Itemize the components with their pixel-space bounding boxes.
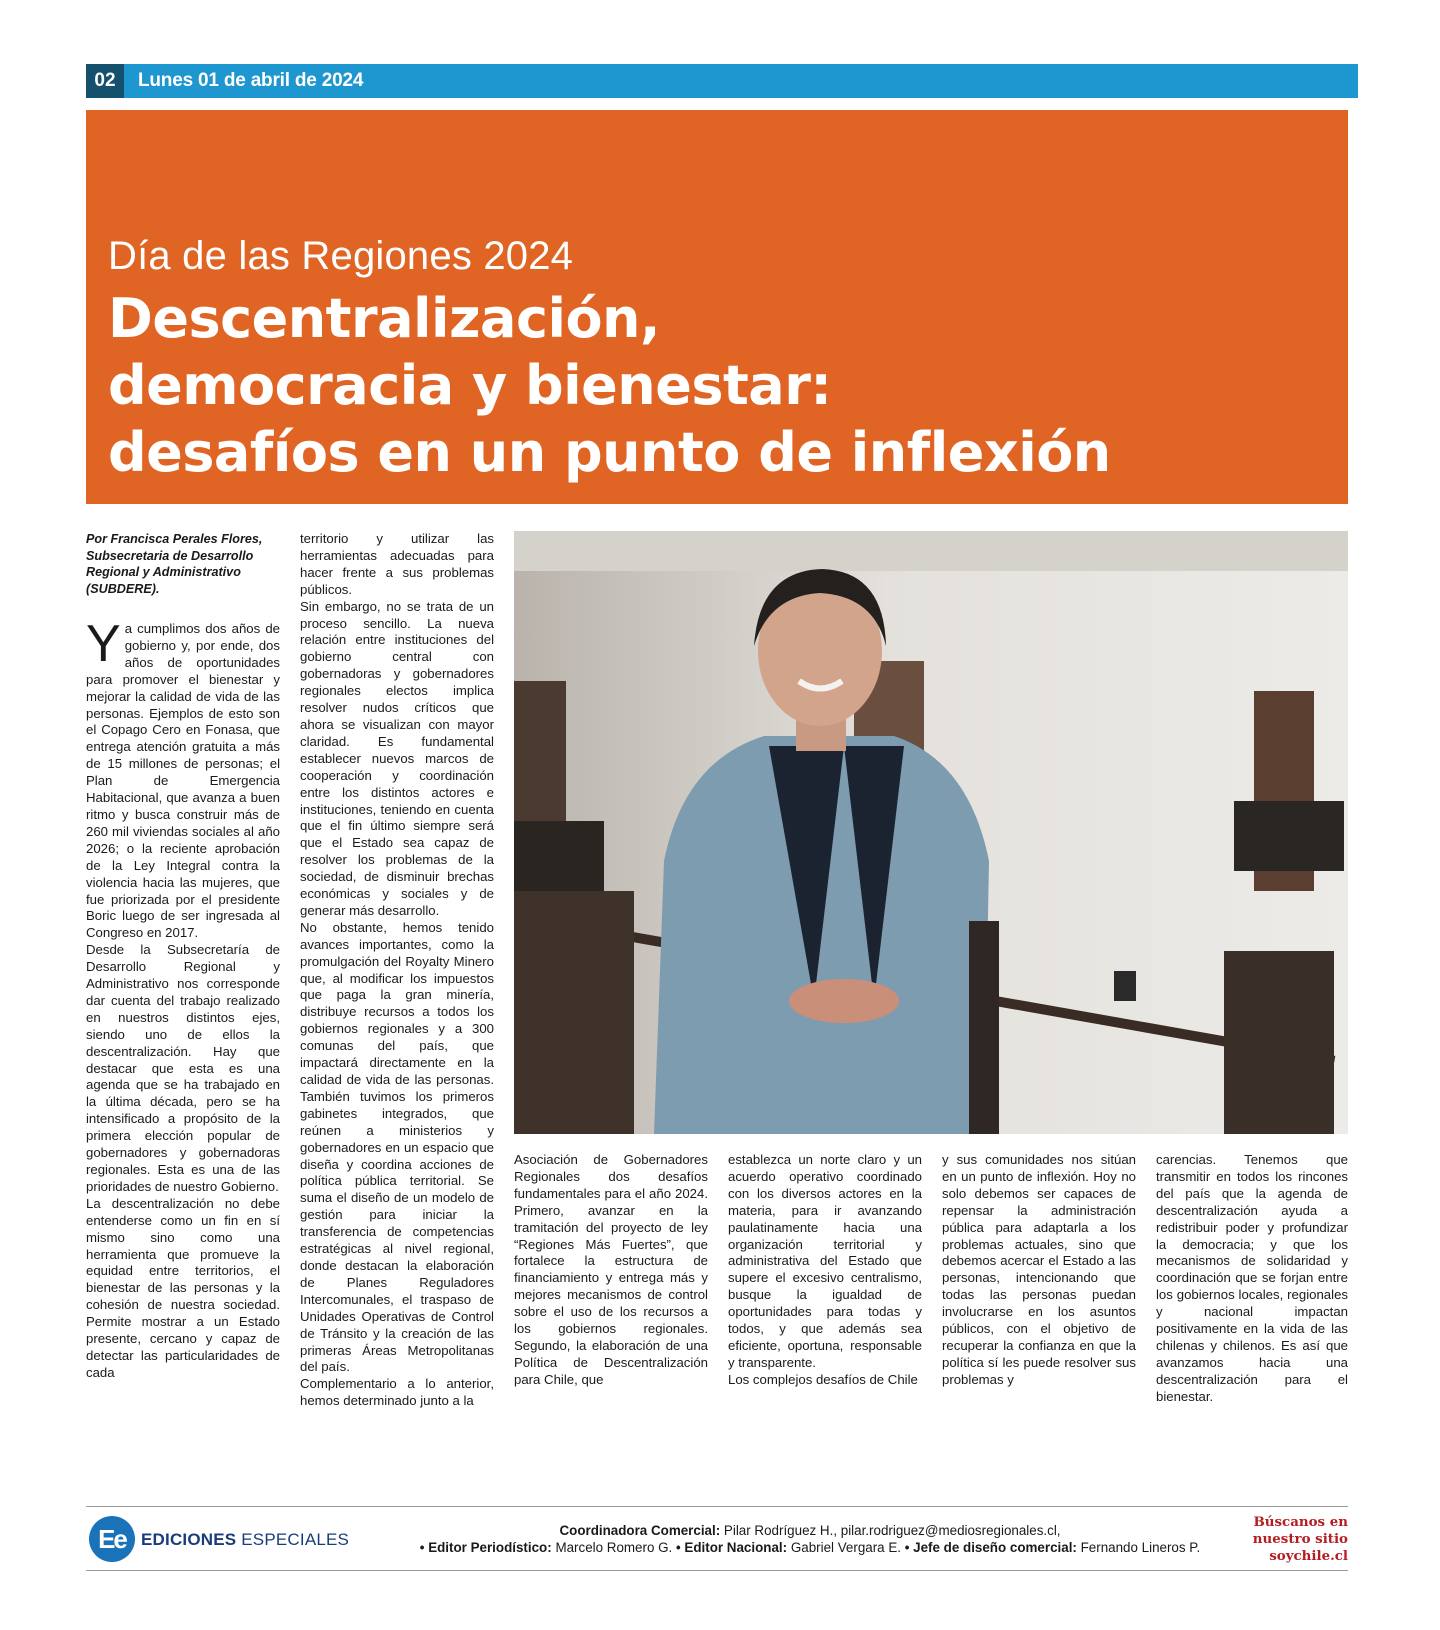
issue-date: Lunes 01 de abril de 2024: [138, 70, 364, 91]
paragraph-text: a cumplimos dos años de gobierno y, por ende, dos años de oportunidades para promover el bienestar y mejorar la calidad de vida de las personas. Ejemplos de esto son el Copago Cero en Fonasa, que entrega atención gratuita a más de 15 millones de personas; el Plan de Emergencia Habitacional, que avanza a buen ritmo y busca construir más de 260 mil viviendas sociales al año 2026; o la reciente aprobación de la Ley Integral contra la violencia hacia las mujeres, que fue priorizada por el presidente Boric luego de ser ingresada al Congreso en 2017.: [86, 621, 280, 941]
credit-label: Coordinadora Comercial:: [559, 1523, 721, 1538]
article-column-5: [942, 1152, 1136, 1389]
headline-line: democracia y bienestar:: [108, 354, 832, 417]
paragraph: [86, 615, 280, 942]
logo-light-text: ESPECIALES: [241, 1530, 350, 1549]
headline-block: [86, 110, 1348, 504]
site-line: nuestro sitio: [1252, 1531, 1348, 1547]
article-kicker: Día de las Regiones 2024: [108, 234, 574, 278]
paragraph: No obstante, hemos tenido avances importantes, como la promulgación del Royalty Minero que, al modificar los impuestos que paga la gran minería, distribuye recursos a todos los gobiernos regionales y a 300 comunas del país, que impactará directamente en la calidad de vida de las personas. También tuvimos los primeros gabinetes integrados, que reúnen a ministerios y gobernadores en un espacio que diseña y coordina acciones de política pública territorial. Se suma el diseño de un modelo de gestión para iniciar la transferencia de competencias estratégicas al nivel regional, donde destacan la elaboración de Planes Reguladores Intercomunales, el traspaso de Unidades Operativas de Control de Tránsito y la creación de las primeras Áreas Metropolitanas del país.: [300, 919, 494, 1375]
footer-divider: [86, 1506, 1348, 1507]
website-promo[interactable]: [1230, 1514, 1348, 1565]
paragraph: Complementario a lo anterior, hemos determinado junto a la: [300, 1376, 494, 1409]
credits-line: [380, 1522, 1240, 1539]
paragraph: Los complejos desafíos de Chile: [728, 1371, 918, 1387]
paragraph: Asociación de Gobernadores Regionales dos desafíos fundamentales para el año 2024. Primero, avanzar en la tramitación del proyecto de ley “Regiones Más Fuertes”, que fortalece la estructura de financiamiento y entrega más y mejores mecanismos de control sobre el uso de los recursos a los gobiernos regionales. Segundo, la elaboración de una Política de Descentralización para Chile, que: [514, 1152, 708, 1387]
paragraph: establezca un norte claro y un acuerdo operativo coordinado con los diversos actores en la materia, para ir avanzando paulatinamente hacia una organización territorial y administrativa del Estado que supere el excesivo centralismo, busque la igualdad de oportunidades para todas y todos, y que además sea eficiente, oportuna, responsable y transparente.: [728, 1152, 922, 1370]
site-link[interactable]: soychile.cl: [1269, 1548, 1348, 1564]
article-column-2: [300, 531, 494, 1410]
credit-value: Pilar Rodríguez H., pilar.rodriguez@mediosregionales.cl,: [723, 1523, 1061, 1538]
author-byline: Por Francisca Perales Flores, Subsecretaria de Desarrollo Regional y Administrativo (SUBDERE).: [86, 532, 263, 596]
paragraph: territorio y utilizar las herramientas adecuadas para hacer frente a sus problemas públicos.: [300, 531, 494, 597]
headline-line: desafíos en un punto de inflexión: [108, 421, 1111, 484]
article-column-6: [1156, 1152, 1348, 1406]
credit-value: Fernando Lineros P.: [1080, 1540, 1201, 1555]
portrait-photo-icon: [514, 531, 1348, 1134]
credit-value: Gabriel Vergara E.: [790, 1540, 901, 1555]
credits-line: [380, 1539, 1240, 1556]
site-line: Búscanos en: [1253, 1514, 1348, 1530]
article-headline: [108, 285, 1308, 486]
article-photo: [514, 531, 1348, 1134]
footer-divider: [86, 1570, 1348, 1571]
credit-label: • Editor Periodístico:: [419, 1540, 552, 1555]
paragraph: La descentralización no debe entenderse como un fin en sí mismo sino como una herramienta que promueve la equidad entre territorios, el bienestar de las personas y la cohesión de nuestra sociedad. Permite mostrar a un Estado presente, cercano y capaz de detectar las particularidades de cada: [86, 1195, 280, 1380]
article-column-3: [514, 1152, 708, 1389]
credit-label: • Jefe de diseño comercial:: [904, 1540, 1077, 1555]
logo-bold-text: EDICIONES: [141, 1530, 237, 1549]
publication-name: [141, 1530, 349, 1550]
date-bar: [86, 64, 1358, 98]
credit-label: • Editor Nacional:: [676, 1540, 788, 1555]
article-column-1: [86, 531, 280, 1382]
paragraph: Sin embargo, no se trata de un proceso sencillo. La nueva relación entre instituciones del gobierno central con gobernadoras y gobernadores regionales electos implica resolver nudos críticos que ahora se visualizan con mayor claridad. Es fundamental establecer nuevos marcos de cooperación y coordinación entre los distintos actores e instituciones, teniendo en cuenta que el fin último siempre será que el Estado sea capaz de resolver los problemas de la sociedad, de disminuir brechas económicas y sociales y de generar más desarrollo.: [300, 598, 494, 918]
ediciones-especiales-logo-icon: Ee: [89, 1516, 135, 1562]
staff-credits: [380, 1522, 1240, 1556]
article-column-4: [728, 1152, 922, 1389]
paragraph: carencias. Tenemos que transmitir en todos los rincones del país que la agenda de descentralización ayuda a redistribuir poder y profundizar la democracia; y que los mecanismos de solidaridad y coordinación que se forjan entre los gobiernos locales, regionales y nacional impactan positivamente en la vida de las chilenas y chilenos. Es así que avanzamos hacia una descentralización para el bienestar.: [1156, 1152, 1348, 1404]
paragraph: Desde la Subsecretaría de Desarrollo Regional y Administrativo nos corresponde dar cuenta del trabajo realizado en nuestros distintos ejes, siendo uno de ellos la descentralización. Hay que destacar que esta es una agenda que se ha trabajado en la última década, pero se ha intensificado a propósito de la primera elección popular de gobernadores y gobernadoras regionales. Esta es una de las prioridades de nuestro Gobierno.: [86, 942, 280, 1194]
page-number: 02: [86, 64, 124, 98]
paragraph: y sus comunidades nos sitúan en un punto de inflexión. Hoy no solo debemos ser capaces de repensar la administración pública para adaptarla a los problemas actuales, sino que debemos acercar el Estado a las personas, intencionando que todas las personas puedan involucrarse en los asuntos públicos, con el objetivo de recuperar la confianza en que la política sí les puede resolver sus problemas y: [942, 1152, 1136, 1387]
drop-cap: Y: [86, 615, 121, 673]
credit-value: Marcelo Romero G.: [555, 1540, 673, 1555]
headline-line: Descentralización,: [108, 287, 661, 350]
